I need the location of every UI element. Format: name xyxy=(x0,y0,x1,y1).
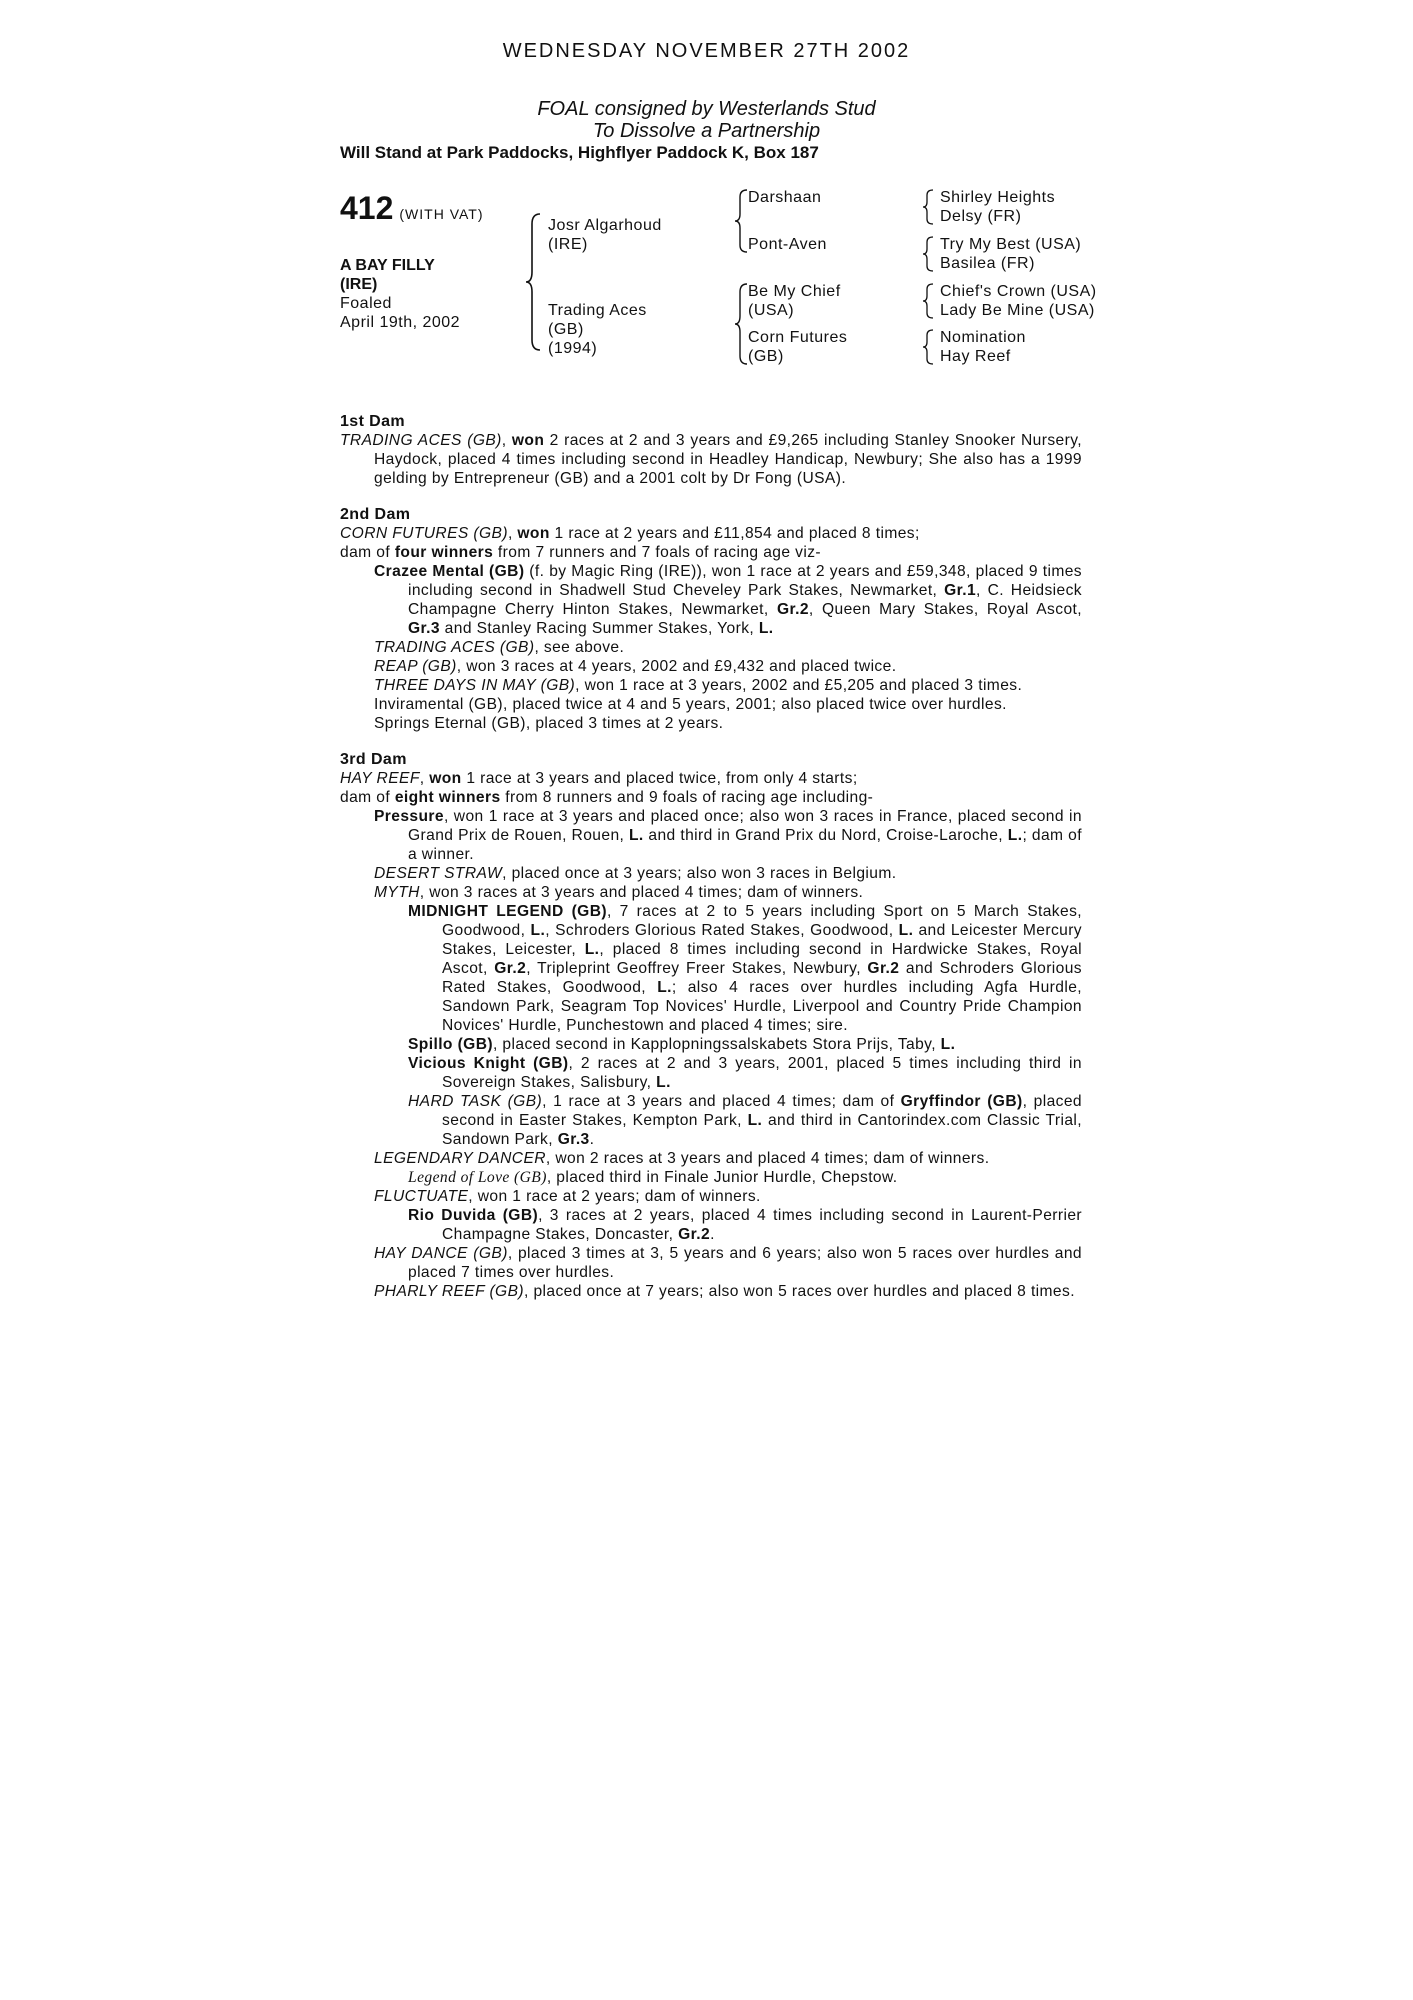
dam-text: 1 race at 2 years and £11,854 and placed 8 times; xyxy=(549,525,920,542)
lot-number-value: 412 xyxy=(340,190,394,226)
dam-text: 1 race at 3 years and placed twice, from only 4 starts; xyxy=(461,770,858,787)
produce-name: Vicious Knight (GB) xyxy=(408,1055,569,1072)
produce-text: , Queen Mary Stakes, Royal Ascot, xyxy=(808,601,1082,618)
grade-label: Gr.2 xyxy=(867,960,900,977)
second-dam-entry: CORN FUTURES (GB), won 1 race at 2 years and £11,854 and placed 8 times; xyxy=(340,525,920,542)
listed-label: L. xyxy=(758,620,774,637)
produce-text: and third in Cantorindex.com Classic Trial, Sandown Park, xyxy=(442,1112,1082,1148)
produce-name: PHARLY REEF (GB) xyxy=(374,1283,524,1300)
horse-origin: (IRE) xyxy=(340,276,378,293)
consignor-line: FOAL consigned by Westerlands Stud xyxy=(537,98,876,120)
dam-year: (1994) xyxy=(548,340,598,357)
listed-label: L. xyxy=(1007,827,1023,844)
produce-text: . xyxy=(710,1226,715,1243)
produce-name: THREE DAYS IN MAY (GB) xyxy=(374,677,576,694)
sale-date: WEDNESDAY NOVEMBER 27TH 2002 xyxy=(502,40,911,62)
sire-sire: Darshaan xyxy=(748,189,822,206)
produce-text: , won 1 race at 2 years; dam of winners. xyxy=(468,1188,761,1205)
listed-label: L. xyxy=(747,1112,763,1129)
produce-text: , won 3 races at 3 years and placed 4 times; dam of winners. xyxy=(419,884,864,901)
produce-name: Legend of Love (GB) xyxy=(408,1169,547,1186)
grade-label: Gr.1 xyxy=(944,582,977,599)
produce-entry xyxy=(340,1187,1082,1206)
dam-dam-origin: (GB) xyxy=(748,348,784,365)
pedigree-brace-main xyxy=(524,212,544,352)
sire-dam-sire: Try My Best (USA) xyxy=(940,236,1082,253)
produce-entry xyxy=(340,657,1082,676)
produce-entry xyxy=(340,1206,1082,1244)
foaled-date: April 19th, 2002 xyxy=(340,314,461,331)
first-dam-heading: 1st Dam xyxy=(340,413,406,430)
dam-name: TRADING ACES (GB) xyxy=(340,432,502,449)
produce-text: , 7 races at 2 to 5 years including Sport on 5 March Stakes, Goodwood, xyxy=(442,903,1082,939)
foaled-info xyxy=(340,294,460,332)
dam-text: 2 races at 2 and 3 years and £9,265 including Stanley Snooker Nursery, Haydock, placed 4 times including second in Headley Handicap, Newbury; She also has a 1999 gelding by Entrepreneur (GB) and a 2001 colt by Dr Fong (USA). xyxy=(374,432,1082,487)
produce-name: LEGENDARY DANCER xyxy=(374,1150,546,1167)
sire-dam: Pont-Aven xyxy=(748,236,827,253)
produce-entry xyxy=(340,1168,1082,1187)
produce-text: , placed 8 times including second in Hardwicke Stakes, Royal Ascot, xyxy=(442,941,1083,977)
summary-text: dam of xyxy=(340,789,395,806)
produce-entry xyxy=(340,1149,1082,1168)
produce-text: . xyxy=(589,1131,595,1148)
produce-text: , 1 race at 3 years and placed 4 times; dam of xyxy=(542,1093,901,1110)
dam-name: CORN FUTURES (GB) xyxy=(340,525,508,542)
consignor xyxy=(0,98,1413,142)
pedigree-brace-ss xyxy=(922,188,936,226)
listed-label: L. xyxy=(898,922,914,939)
sire-sire-dam: Delsy (FR) xyxy=(940,208,1022,225)
produce-entry xyxy=(340,1092,1082,1149)
produce-text: and Schroders Glorious Rated Stakes, Goodwood, xyxy=(442,960,1082,996)
dam-name: Trading Aces xyxy=(548,302,647,319)
won-word: won xyxy=(429,770,462,787)
produce-name: HAY DANCE (GB) xyxy=(374,1245,508,1262)
produce-text: , see above. xyxy=(534,639,625,656)
second-dam-summary xyxy=(340,543,1082,562)
winners-count: eight winners xyxy=(394,789,501,806)
listed-label: L. xyxy=(657,979,672,996)
dam-sire-name: Be My Chief xyxy=(748,283,841,300)
produce-text: , placed 3 times at 3, 5 years and 6 years; also won 5 races over hurdles and placed 7 times over hurdles. xyxy=(408,1245,1082,1281)
produce-text: and Stanley Racing Summer Stakes, York, xyxy=(439,620,759,637)
winners-count: four winners xyxy=(394,544,494,561)
sire-sire-sire: Shirley Heights xyxy=(940,189,1056,206)
pedigree-brace-sd xyxy=(922,235,936,273)
produce-name: Rio Duvida (GB) xyxy=(408,1207,539,1224)
consignor-note: To Dissolve a Partnership xyxy=(592,120,821,142)
sire xyxy=(548,216,662,254)
dam-sire-dam: Lady Be Mine (USA) xyxy=(940,302,1095,319)
listed-label: L. xyxy=(628,827,644,844)
produce-text: and third in Grand Prix du Nord, Croise-Laroche, xyxy=(643,827,1008,844)
produce-text: , won 3 races at 4 years, 2002 and £9,432 and placed twice. xyxy=(456,658,897,675)
grade-label: Gr.2 xyxy=(776,601,809,618)
foaled-label: Foaled xyxy=(340,295,392,312)
grade-label: Gr.2 xyxy=(494,960,527,977)
summary-text: from 8 runners and 9 foals of racing age including- xyxy=(500,789,874,806)
produce-name: Crazee Mental (GB) xyxy=(374,563,525,580)
dam-sire-sire: Chief's Crown (USA) xyxy=(940,283,1097,300)
pedigree-brace-dd xyxy=(922,328,936,366)
produce-text: , placed third in Finale Junior Hurdle, Chepstow. xyxy=(546,1169,898,1186)
dam-dam-name: Corn Futures xyxy=(748,329,848,346)
first-dam-entry: TRADING ACES (GB), won 2 races at 2 and 3 years and £9,265 including Stanley Snooker Nursery, Haydock, placed 4 times including second in Headley Handicap, Newbury; She also has a 1999 gelding by Entrepreneur (GB) and a 2001 colt by Dr Fong (USA). xyxy=(340,432,1082,487)
produce-entry xyxy=(340,883,1082,902)
lot-number xyxy=(340,190,484,227)
listed-label: L. xyxy=(940,1036,956,1053)
grade-label: Gr.3 xyxy=(557,1131,590,1148)
pedigree-brace-ds xyxy=(922,282,936,320)
produce-text: , 3 races at 2 years, placed 4 times including second in Laurent-Perrier Champagne Stakes, Doncaster, xyxy=(442,1207,1082,1243)
produce-name: Gryffindor (GB) xyxy=(900,1093,1023,1110)
produce-text: , placed second in Easter Stakes, Kempton Park, xyxy=(442,1093,1082,1129)
produce-entry: Springs Eternal (GB), placed 3 times at 2 years. xyxy=(374,715,724,732)
produce-entry xyxy=(340,638,1082,657)
produce-name: REAP (GB) xyxy=(374,658,457,675)
produce-text: , placed once at 3 years; also won 3 races in Belgium. xyxy=(502,865,897,882)
produce-entry xyxy=(340,902,1082,1035)
produce-text: and Leicester Mercury Stakes, Leicester, xyxy=(442,922,1083,958)
produce-text: , placed once at 7 years; also won 5 races over hurdles and placed 8 times. xyxy=(523,1283,1075,1300)
dam xyxy=(548,301,647,358)
dam-sire-origin: (USA) xyxy=(748,302,795,319)
horse-name: A BAY FILLY xyxy=(340,257,435,274)
third-dam-heading: 3rd Dam xyxy=(340,751,407,768)
second-dam-heading: 2nd Dam xyxy=(340,506,411,523)
sire-name: Josr Algarhoud xyxy=(548,217,662,234)
dam-dam xyxy=(748,328,847,366)
produce-text: , won 1 race at 3 years and placed once; also won 3 races in France, placed second in Grand Prix de Rouen, Rouen, xyxy=(408,808,1082,844)
produce-name: TRADING ACES (GB) xyxy=(374,639,535,656)
produce-name: HARD TASK (GB) xyxy=(408,1093,543,1110)
vat-note: (WITH VAT) xyxy=(399,206,484,222)
produce-entry xyxy=(340,1282,1082,1301)
dam-dam-sire: Nomination xyxy=(940,329,1026,346)
produce-entry xyxy=(340,807,1082,864)
summary-text: dam of xyxy=(340,544,395,561)
won-word: won xyxy=(511,432,545,449)
produce-name: MIDNIGHT LEGEND (GB) xyxy=(408,903,607,920)
produce-entry: Inviramental (GB), placed twice at 4 and 5 years, 2001; also placed twice over hurdles. xyxy=(374,696,1007,713)
produce-entry xyxy=(340,1244,1082,1282)
third-dam-summary xyxy=(340,788,1082,807)
produce-entry xyxy=(340,562,1082,638)
produce-entry xyxy=(340,1035,1082,1054)
produce-text: , won 2 races at 3 years and placed 4 times; dam of winners. xyxy=(545,1150,990,1167)
won-word: won xyxy=(517,525,550,542)
produce-text: , won 1 race at 3 years, 2002 and £5,205 and placed 3 times. xyxy=(575,677,1023,694)
dam-dam-dam: Hay Reef xyxy=(940,348,1011,365)
dam-name: HAY REEF xyxy=(340,770,420,787)
produce-entry xyxy=(340,1054,1082,1092)
listed-label: L. xyxy=(530,922,546,939)
horse-description xyxy=(340,256,435,294)
produce-name: DESERT STRAW xyxy=(374,865,503,882)
produce-name: MYTH xyxy=(374,884,420,901)
produce-text: ; also 4 races over hurdles including Agfa Hurdle, Sandown Park, Seagram Top Novices' Hurdle, Liverpool and Country Pride Champion Novices' Hurdle, Punchestown and placed 4 times; sire. xyxy=(442,979,1082,1034)
listed-label: L. xyxy=(584,941,600,958)
grade-label: Gr.2 xyxy=(678,1226,711,1243)
produce-name: Spillo (GB) xyxy=(408,1036,493,1053)
produce-entry xyxy=(340,676,1082,695)
produce-text: (f. by Magic Ring (IRE)), won 1 race at 2 years and £59,348, placed 9 times including second in Shadwell Stud Cheveley Park Stakes, Newmarket, xyxy=(408,563,1083,599)
produce-text: ; dam of a winner. xyxy=(408,827,1082,863)
produce-name: Pressure xyxy=(374,808,444,825)
produce-name: FLUCTUATE xyxy=(374,1188,469,1205)
produce-text: , C. Heidsieck Champagne Cherry Hinton Stakes, Newmarket, xyxy=(408,582,1082,618)
produce-text: , 2 races at 2 and 3 years, 2001, placed 5 times including third in Sovereign Stakes, Salisbury, xyxy=(442,1055,1082,1091)
dam-sire xyxy=(748,282,841,320)
dam-origin: (GB) xyxy=(548,321,584,338)
produce-entry xyxy=(340,864,1082,883)
produce-record xyxy=(340,412,1082,1301)
third-dam-entry: HAY REEF, won 1 race at 3 years and placed twice, from only 4 starts; xyxy=(340,770,858,787)
summary-text: from 7 runners and 7 foals of racing age viz- xyxy=(493,544,822,561)
stand-location: Will Stand at Park Paddocks, Highflyer Paddock K, Box 187 xyxy=(340,143,819,162)
produce-text: , placed second in Kapplopningssalskabets Stora Prijs, Taby, xyxy=(492,1036,941,1053)
sire-dam-dam: Basilea (FR) xyxy=(940,255,1035,272)
grade-label: Gr.3 xyxy=(408,620,440,637)
produce-text: , Schroders Glorious Rated Stakes, Goodwood, xyxy=(545,922,899,939)
listed-label: L. xyxy=(656,1074,671,1091)
produce-text: , Tripleprint Geoffrey Freer Stakes, Newbury, xyxy=(526,960,868,977)
sire-origin: (IRE) xyxy=(548,236,588,253)
